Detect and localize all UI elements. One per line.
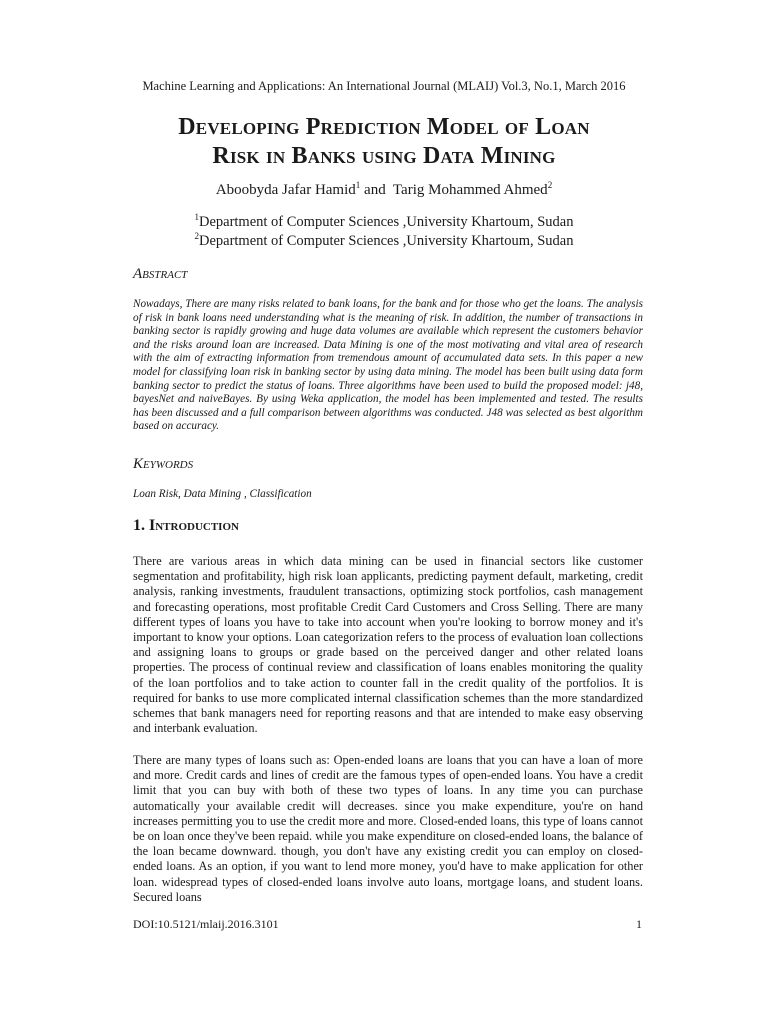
author-1: Aboobyda Jafar Hamid bbox=[215, 182, 356, 198]
keywords-text: Loan Risk, Data Mining , Classification bbox=[133, 488, 312, 500]
abstract-heading: Abstract bbox=[133, 266, 188, 282]
intro-paragraph-2: There are many types of loans such as: Open-ended loans are loans that you can have a loan of more and more. Credit cards and lines of credit are the famous types of open-ended loans. You have a credit limit that you can buy with both of these two types of loans. In any time you can purchase automatically your available credit will decreases. since you make expenditure, you're on hand increases permitting you to use the credit more and more. Closed-ended loans, this type of loans cannot be on loan once they've been repaid. while you make expenditure on closed-ended loans, the balance of the loan became downward. though, you don't have any existing credit you can employ on closed-ended loans. As an option, if you want to lend more money, you'd have to make application for other loan. widespread types of closed-ended loans involve auto loans, mortgage loans, and student loans. Secured loans bbox=[133, 753, 643, 904]
paper-title bbox=[0, 113, 768, 171]
affiliation-1-text: Department of Computer Sciences ,University Khartoum, Sudan bbox=[198, 213, 574, 230]
abstract-text: Nowadays, There are many risks related to bank loans, for the bank and for those who get the loans. The analysis of risk in bank loans need understanding what is the meaning of risk. In addition, the number of transactions in banking sector is rapidly growing and huge data volumes are available which represent the customers behavior and the risks around loan are increased. Data Mining is one of the most motivating and vital area of research with the aim of extracting information from tremendous amount of accumulated data sets. In this paper a new model for classifying loan risk in banking sector by using data mining. The model has been built using data form banking sector to predict the status of loans. Three algorithms have been used to build the proposed model: j48, bayesNet and naiveBayes. By using Weka application, the model has been implemented and tested. The results has been discussed and a full comparison between algorithms was conducted. J48 was selected as best algorithm based on accuracy. bbox=[133, 298, 643, 433]
author-2-affiliation-mark: 2 bbox=[547, 180, 553, 190]
title-line-2: Risk in Banks using Data Mining bbox=[212, 143, 556, 169]
affiliation-1 bbox=[0, 212, 768, 231]
page-number: 1 bbox=[636, 917, 642, 931]
affiliation-2-text: Department of Computer Sciences ,University Khartoum, Sudan bbox=[198, 232, 574, 249]
doi-footer: DOI:10.5121/mlaij.2016.3101 bbox=[133, 917, 279, 931]
affiliation-1-mark: 1 bbox=[194, 212, 199, 222]
affiliation-2 bbox=[0, 231, 768, 250]
journal-header: Machine Learning and Applications: An International Journal (MLAIJ) Vol.3, No.1, March 2016 bbox=[142, 79, 626, 93]
intro-paragraph-1: There are various areas in which data mining can be used in financial sectors like customer segmentation and profitability, high risk loan applicants, predicting payment default, marketing, credit analysis, ranking investments, fraudulent transactions, optimizing stock portfolios, cash management and forecasting operations, most profitable Credit Card Customers and Cross Selling. There are many different types of loans you have to take into account when you're looking to borrow money and it's important to know your options. Loan categorization refers to the process of evaluation loan collections and assigning loans to groups or grade based on the perceived danger and other related loans properties. The process of continual review and classification of loans enables monitoring the quality of the loan portfolios and to take action to counter fall in the credit quality of the portfolios. It is required for banks to use more complicated internal classification schemes than the more standardized schemes that bank managers need for reporting reasons and that are intended to make easy observing and interbank evaluation. bbox=[133, 554, 643, 736]
author-joiner: and bbox=[360, 182, 393, 198]
author-2: Tarig Mohammed Ahmed bbox=[392, 182, 548, 198]
author-list bbox=[0, 180, 768, 199]
keywords-heading: Keywords bbox=[133, 456, 194, 472]
affiliation-2-mark: 2 bbox=[194, 231, 199, 241]
author-1-affiliation-mark: 1 bbox=[355, 180, 361, 190]
introduction-heading: 1. Introduction bbox=[133, 517, 239, 534]
title-line-1: Developing Prediction Model of Loan bbox=[178, 114, 590, 140]
